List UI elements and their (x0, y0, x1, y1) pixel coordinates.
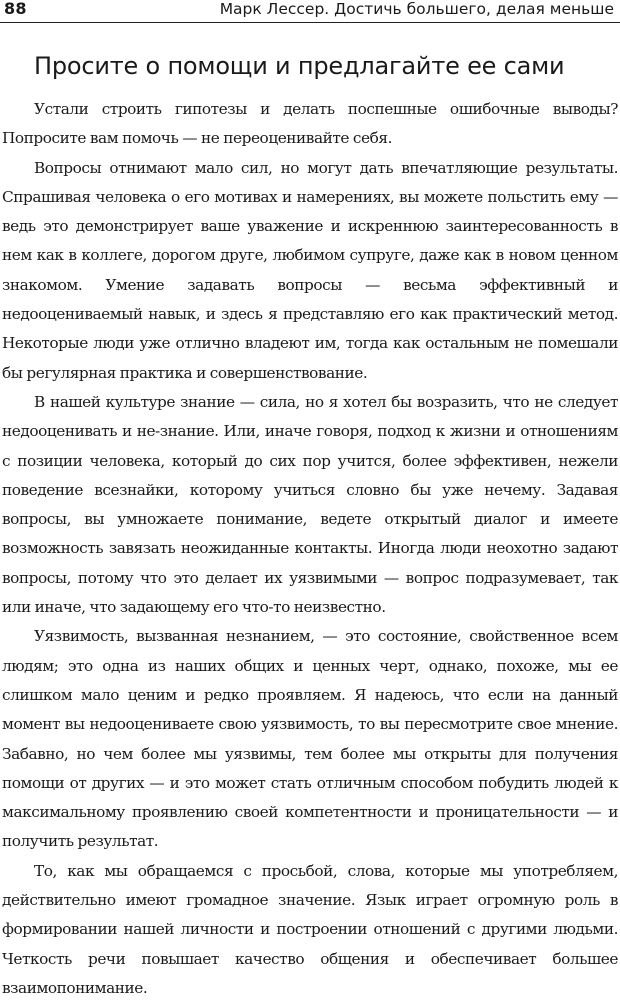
paragraph: Уязвимость, вызванная незнанием, — это состояние, свойственное всем людям; это одна из наших общих и ценных черт, однако, похоже, мы ее слишком мало ценим и редко проявляем. Я надеюсь, что если на данный момент вы недооцениваете свою уязвимость, то вы пересмотрите свое мнение. Забавно, но чем более мы уязвимы, тем более мы открыты для получения помощи от других — и это может стать отличным способом побудить людей к максимальному проявлению своей компетентности и проницательности — и получить результат. (2, 627, 618, 851)
running-header (0, 0, 620, 23)
body-text (2, 95, 618, 1003)
paragraph: То, как мы обращаемся с просьбой, слова, которые мы употребляем, действительно имеют громадное значение. Язык играет огромную роль в формировании нашей личности и построении отношений с другими людьми. Четкость речи повышает качество общения и обеспечивает большее взаимопонимание. (2, 861, 618, 997)
book-title: Марк Лессер. Достичь большего, делая меньше (219, 0, 614, 18)
paragraph: Вопросы отнимают мало сил, но могут дать впечатляющие результаты. Спрашивая человека о его мотивах и намерениях, вы можете польстить ему — ведь это демонстрирует ваше уважение и искреннюю заинтересованность в нем как в коллеге, дорогом друге, любимом супруге, даже как в новом ценном знакомом. Умение задавать вопросы — весьма эффективный и недооцениваемый навык, и здесь я представляю его как практический метод. Некоторые люди уже отлично владеют им, тогда как остальным не помешали бы регулярная практика и совершенствование. (2, 158, 618, 382)
paragraph: В нашей культуре знание — сила, но я хотел бы возразить, что не следует недооценивать и не-знание. Или, иначе говоря, подход к жизни и отношениям с позиции человека, который до сих пор учится, более эффективен, нежели поведение всезнайки, которому учиться словно бы уже нечему. Задавая вопросы, вы умножаете понимание, ведете открытый диалог и имеете возможность завязать неожиданные контакты. Иногда люди неохотно задают вопросы, потому что это делает их уязвимыми — вопрос подразумевает, так или иначе, что задающему его что-то неизвестно. (2, 392, 618, 617)
section-title: Просите о помощи и предлагайте ее сами (34, 52, 565, 80)
page-number: 88 (4, 0, 27, 18)
paragraph: Устали строить гипотезы и делать поспешные ошибочные выводы? Попросите вам помочь — не переоценивайте себя. (2, 100, 618, 148)
